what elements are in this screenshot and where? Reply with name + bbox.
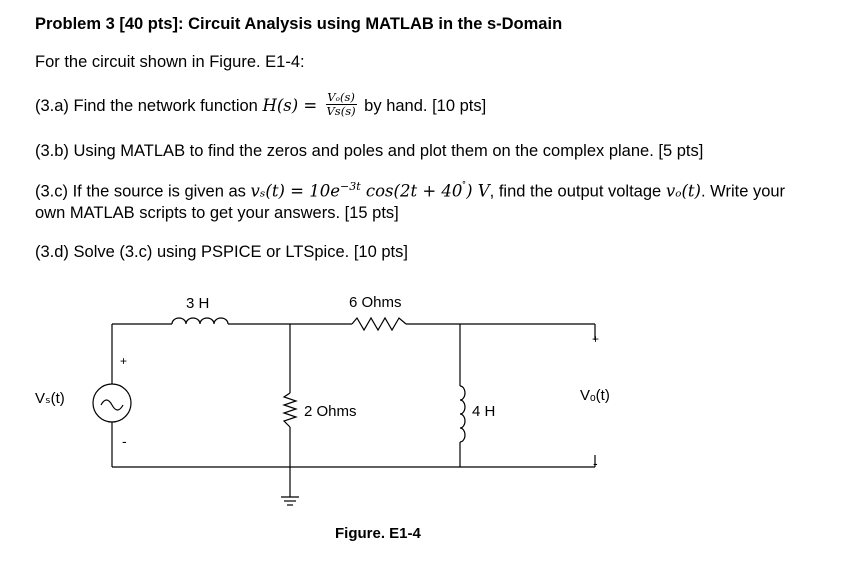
fraction-denominator: Vs(s) [326,104,356,118]
ac-source-icon [93,384,131,422]
resistor-6-ohms-label: 6 Ohms [349,294,402,311]
output-expression: vₒ(t) [665,181,701,201]
inductor-4h-label: 4 H [472,403,496,420]
part-d: (3.d) Solve (3.c) using PSPICE or LTSpice. [10 pts] [35,243,408,261]
fraction-numerator: Vₒ(s) [327,90,355,104]
resistor-6-ohms [352,318,406,330]
part-a-suffix: by hand. [10 pts] [359,96,487,115]
degree-symbol: ˚ [462,181,467,193]
resistor-2-ohms [284,393,296,427]
part-c-suffix: . Write your [701,182,786,201]
ground-icon [281,497,299,505]
resistor-2-ohms-label: 2 Ohms [304,403,357,420]
source-minus-sign: - [122,433,127,449]
source-label: Vₛ(t) [35,390,65,407]
part-a-lhs: H(s) = [262,95,323,115]
output-plus-sign: + [592,332,600,346]
source-expression: vₛ(t) = 10e [250,181,340,201]
inductor-4h [460,386,465,442]
part-c-line2: own MATLAB scripts to get your answers. [15 pts] [35,204,399,222]
inductor-3h-label: 3 H [186,295,210,312]
problem-intro: For the circuit shown in Figure. E1-4: [35,53,305,71]
source-plus-sign: + [120,354,128,368]
part-a-prefix: (3.a) Find the network function [35,96,263,115]
problem-title: Problem 3 [40 pts]: Circuit Analysis using MATLAB in the s-Domain [35,15,563,33]
figure-caption: Figure. E1-4 [335,525,421,542]
source-exponent: −3t [339,180,361,193]
unit-expression: ) V [466,181,490,201]
output-minus-sign: - [593,455,598,471]
part-c-middle: , find the output voltage [489,182,666,201]
part-c-prefix: (3.c) If the source is given as [35,182,251,201]
part-b: (3.b) Using MATLAB to find the zeros and poles and plot them on the complex plane. [5 pts] [35,142,704,160]
inductor-3h [172,318,228,324]
cos-expression: cos(2t + 40 [360,181,463,201]
output-label: Vₒ(t) [580,387,610,404]
